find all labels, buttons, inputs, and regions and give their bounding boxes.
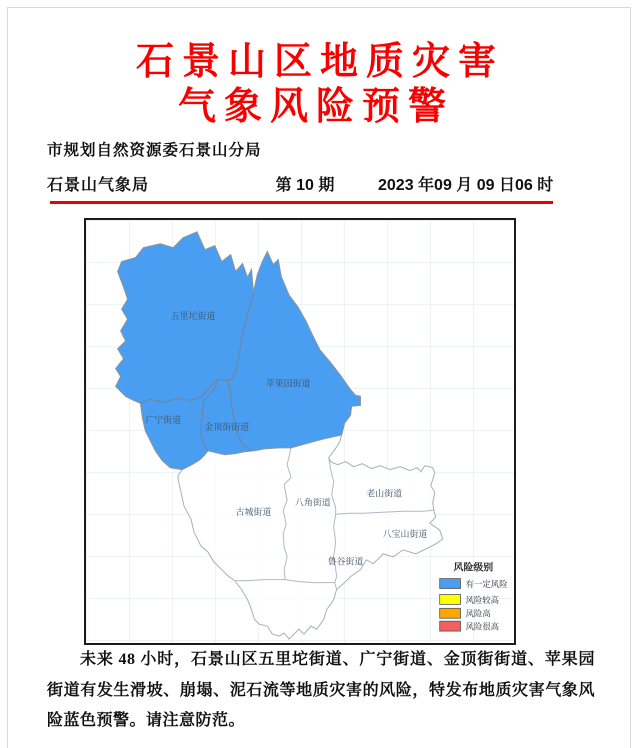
risk-map-svg <box>86 220 514 643</box>
region-label-1: 苹果园街道 <box>265 378 311 389</box>
region-label-6: 老山街道 <box>366 488 403 499</box>
agency-name: 石景山气象局 <box>47 177 150 194</box>
region-label-2: 广宁街道 <box>145 415 182 426</box>
legend-swatch-1 <box>440 594 461 604</box>
header-divider <box>50 201 553 204</box>
map-legend <box>440 561 508 632</box>
legend-label-3: 风险很高 <box>465 621 500 632</box>
region-label-3: 金顶街街道 <box>204 422 249 433</box>
region-label-8: 鲁谷街道 <box>327 556 364 567</box>
region-label-0: 五里坨街道 <box>170 311 216 322</box>
page-title <box>8 40 624 130</box>
warning-text: 未来 48 小时，石景山区五里坨街道、广宁街道、金顶街街道、苹果园街道有发生滑坡、崩塌、泥石流等地质灾害的风险，特发布地质灾害气象风险蓝色预警。请注意防范。 <box>47 651 595 729</box>
region-label-7: 八宝山街道 <box>382 529 428 540</box>
title-line-1: 石景山区地质灾害 <box>135 41 504 83</box>
risk-map <box>84 218 516 645</box>
legend-swatch-0 <box>440 579 461 589</box>
issuer-name: 市规划自然资源委石景山分局 <box>47 142 262 159</box>
title-line-2: 气象风险预警 <box>177 86 454 128</box>
region-label-5: 八角街道 <box>295 497 331 508</box>
legend-label-2: 风险高 <box>465 608 491 619</box>
issue-datetime: 2023 年09 月 09 日06 时 <box>378 177 554 194</box>
blue-risk-area <box>116 232 361 470</box>
legend-items <box>440 579 508 632</box>
legend-title: 风险级别 <box>453 562 494 574</box>
issue-number: 第 10 期 <box>275 177 335 194</box>
legend-label-0: 有一定风险 <box>465 579 508 590</box>
legend-swatch-3 <box>440 621 461 631</box>
region-label-4: 古城街道 <box>235 507 272 518</box>
legend-label-1: 风险较高 <box>465 594 500 605</box>
legend-swatch-2 <box>440 608 461 618</box>
